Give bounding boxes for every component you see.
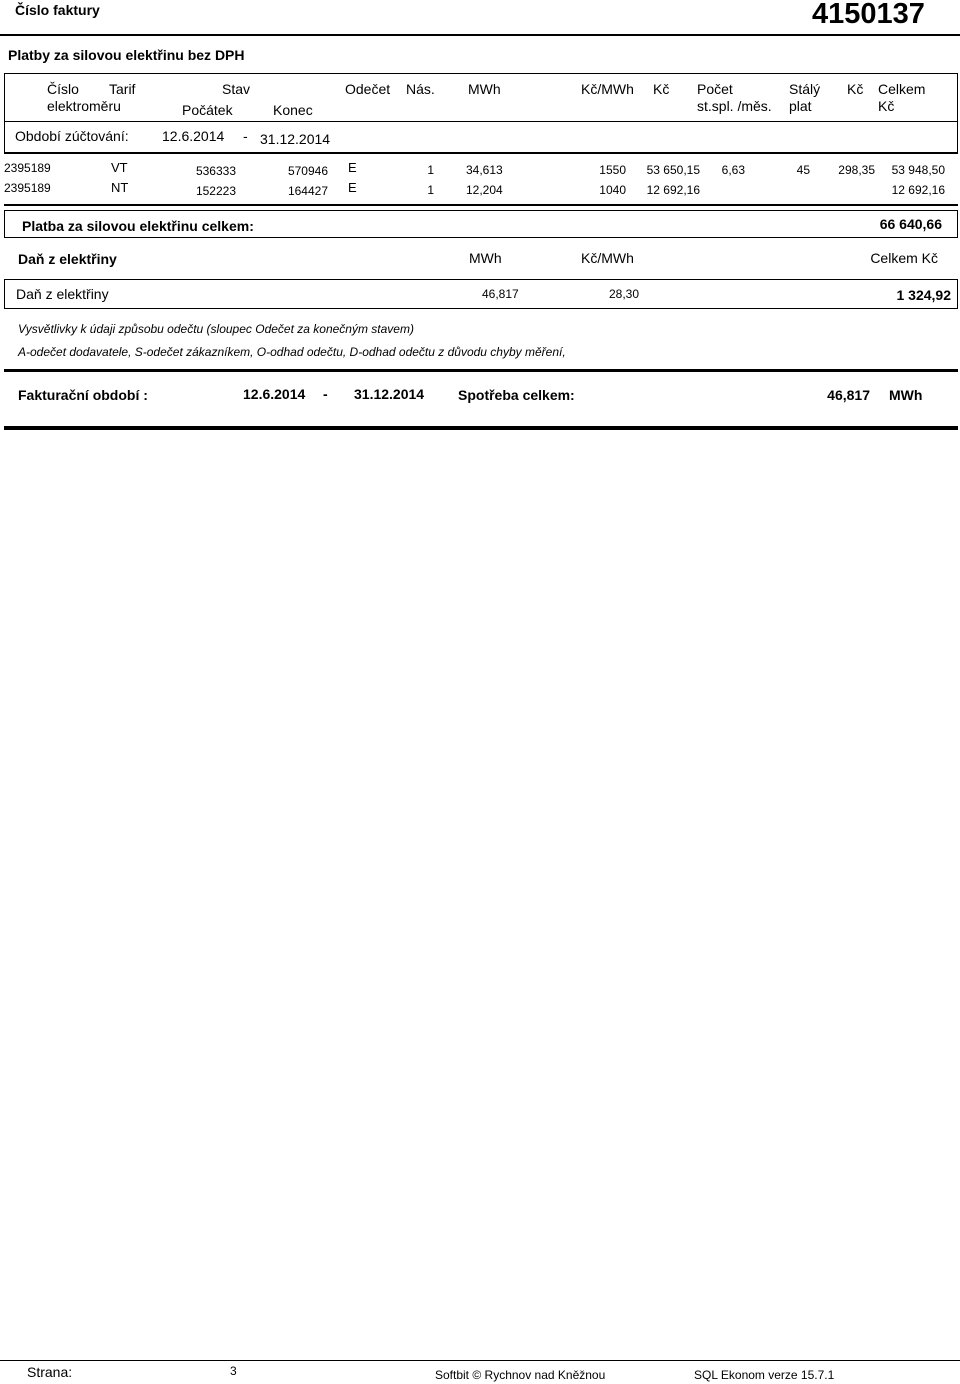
col-celkem-kc: Kč — [878, 98, 895, 114]
row-mwh: 34,613 — [466, 163, 503, 177]
row-kc: 53 650,15 — [646, 163, 700, 177]
col-nas: Nás. — [406, 81, 435, 97]
row-fixed-kc: 298,35 — [838, 163, 875, 177]
rows-top-divider — [4, 153, 958, 154]
col-tarif: Tarif — [109, 81, 136, 97]
row-fixed: 45 — [796, 163, 810, 177]
period-from: 12.6.2014 — [162, 128, 225, 144]
tax-row-total: 1 324,92 — [896, 287, 951, 303]
row-reading: E — [348, 160, 357, 175]
period-to: 31.12.2014 — [260, 131, 331, 147]
col-mwh: MWh — [468, 81, 501, 97]
row-end: 164427 — [287, 184, 328, 198]
col-st-spl: st.spl. /měs. — [697, 98, 772, 114]
billing-from: 12.6.2014 — [243, 386, 306, 402]
section-title: Platby za silovou elektřinu bez DPH — [8, 47, 245, 63]
footer-page-label: Strana: — [27, 1364, 73, 1380]
row-total: 12 692,16 — [891, 183, 945, 197]
footer-page-number: 3 — [230, 1364, 237, 1378]
col-pocet: Počet — [697, 81, 733, 97]
col-elektromeru: elektroměru — [47, 98, 121, 114]
total-payment-value: 66 640,66 — [879, 216, 942, 232]
billing-label: Fakturační období : — [18, 387, 148, 403]
row-start: 152223 — [195, 184, 236, 198]
row-mult: 1 — [427, 163, 434, 177]
billing-to: 31.12.2014 — [354, 386, 425, 402]
footer-version: SQL Ekonom verze 15.7.1 — [694, 1368, 835, 1382]
tax-row-price: 28,30 — [609, 287, 640, 301]
col-celkem: Celkem — [878, 81, 926, 97]
row-start: 536333 — [195, 164, 236, 178]
col-pocatek: Počátek — [182, 102, 233, 118]
row-mwh: 12,204 — [466, 183, 503, 197]
col-cislo: Číslo — [47, 81, 79, 97]
billing-dash: - — [323, 386, 328, 402]
row-end: 570946 — [287, 164, 328, 178]
row-meter: 2395189 — [4, 161, 51, 175]
row-mult: 1 — [427, 183, 434, 197]
col-kc-mwh: Kč/MWh — [581, 81, 634, 97]
tax-header-total: Celkem Kč — [870, 250, 938, 266]
row-meter: 2395189 — [4, 181, 51, 195]
col-kc: Kč — [653, 81, 670, 97]
consumption-label: Spotřeba celkem: — [458, 387, 575, 403]
consumption-unit: MWh — [889, 387, 923, 403]
tax-row-mwh: 46,817 — [482, 287, 519, 301]
footer-divider — [0, 1360, 960, 1361]
tax-header-label: Daň z elektřiny — [18, 251, 117, 267]
invoice-label: Číslo faktury — [15, 2, 100, 18]
row-tariff: VT — [111, 160, 128, 175]
footer-company: Softbit © Rychnov nad Kněžnou — [435, 1368, 606, 1382]
rows-bottom-divider — [4, 204, 958, 206]
header-divider — [0, 34, 960, 36]
col-odecet: Odečet — [345, 81, 391, 97]
col-kc2: Kč — [847, 81, 864, 97]
billing-bottom-divider — [4, 426, 958, 430]
tax-header-price: Kč/MWh — [581, 250, 634, 266]
row-count: 6,63 — [721, 163, 745, 177]
tax-header-mwh: MWh — [469, 250, 502, 266]
row-reading: E — [348, 180, 357, 195]
row-price: 1040 — [599, 183, 626, 197]
billing-top-divider — [4, 369, 958, 372]
row-kc: 12 692,16 — [646, 183, 700, 197]
notes-line-2: A-odečet dodavatele, S-odečet zákazníkem, O-odhad odečtu, D-odhad odečtu z důvodu chyby měření, — [18, 345, 566, 359]
row-tariff: NT — [111, 180, 129, 195]
tax-row-label: Daň z elektřiny — [16, 286, 109, 302]
row-total: 53 948,50 — [891, 163, 945, 177]
period-label: Období zúčtování: — [15, 128, 129, 144]
row-price: 1550 — [599, 163, 626, 177]
notes-line-1: Vysvětlivky k údaji způsobu odečtu (sloupec Odečet za konečným stavem) — [18, 322, 414, 336]
total-payment-label: Platba za silovou elektřinu celkem: — [22, 218, 254, 234]
period-divider — [4, 121, 958, 122]
col-stav: Stav — [222, 81, 251, 97]
col-staly: Stálý — [789, 81, 821, 97]
invoice-number: 4150137 — [812, 0, 925, 30]
period-dash: - — [243, 128, 248, 144]
consumption-value: 46,817 — [827, 387, 870, 403]
col-plat: plat — [789, 98, 812, 114]
tax-row-box — [4, 279, 958, 309]
col-konec: Konec — [273, 102, 313, 118]
